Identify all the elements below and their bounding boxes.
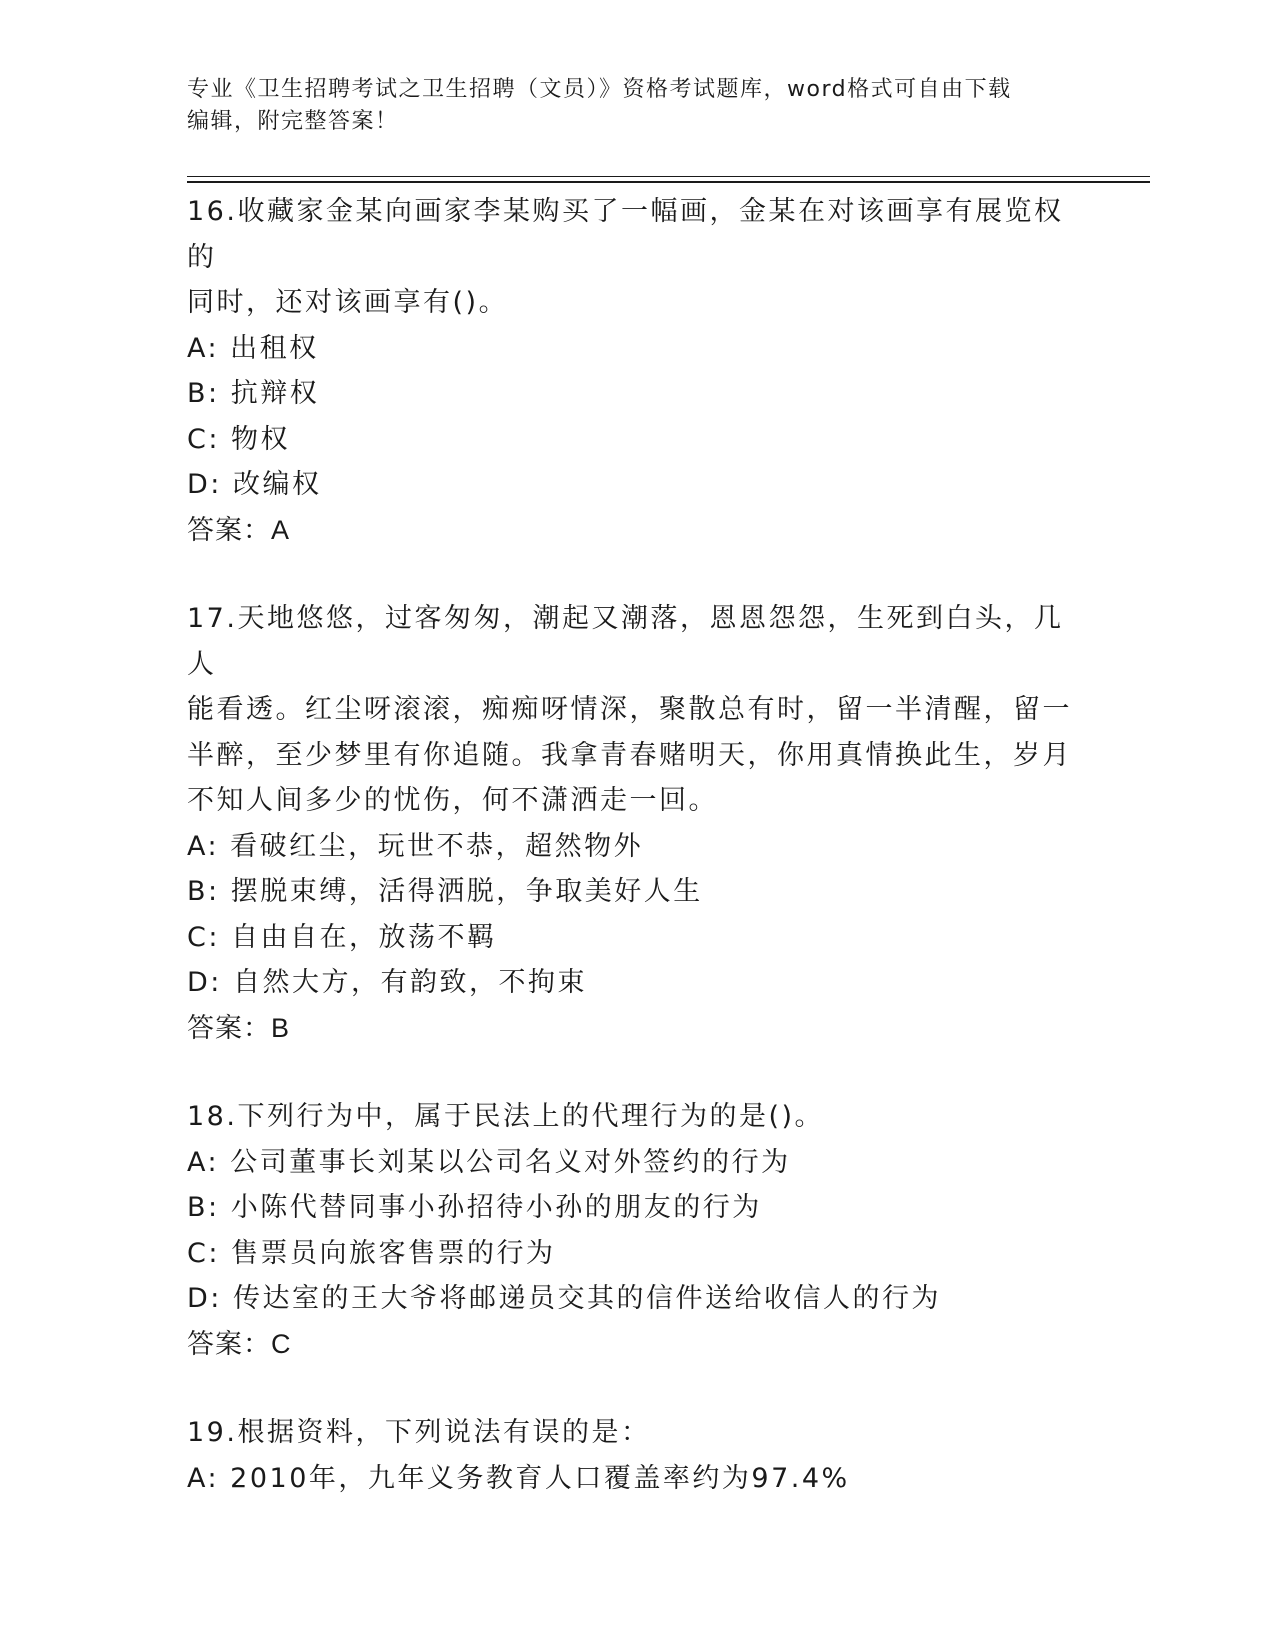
option-b: B: 抗辩权	[187, 378, 320, 409]
question-stem-line: 17.天地悠悠，过客匆匆，潮起又潮落，恩恩怨怨，生死到白头，几人	[187, 603, 1064, 680]
question-stem-line: 16.收藏家金某向画家李某购买了一幅画，金某在对该画享有展览权的	[187, 196, 1064, 273]
question-stem-line: 18.下列行为中，属于民法上的代理行为的是()。	[187, 1101, 825, 1132]
option-a: A: 公司董事长刘某以公司名义对外签约的行为	[187, 1146, 791, 1178]
answer-line: 答案：C	[187, 1328, 292, 1359]
option-a: A: 出租权	[187, 332, 319, 364]
answer-line: 答案：A	[187, 514, 291, 545]
question-16	[187, 189, 1087, 553]
option-c: C: 售票员向旅客售票的行为	[187, 1237, 556, 1269]
option-b: B: 摆脱束缚，活得洒脱，争取美好人生	[187, 876, 703, 907]
document-header	[187, 74, 1087, 138]
header-line-1: 专业《卫生招聘考试之卫生招聘（文员）》资格考试题库，word格式可自由下载	[187, 77, 1012, 102]
answer-line: 答案：B	[187, 1012, 291, 1043]
question-19	[187, 1410, 1087, 1501]
header-line-2: 编辑，附完整答案！	[187, 109, 399, 134]
question-18	[187, 1094, 1087, 1367]
option-c: C: 自由自在，放荡不羁	[187, 921, 497, 953]
question-stem-line: 19.根据资料，下列说法有误的是：	[187, 1417, 651, 1448]
question-stem-line: 不知人间多少的忧伤，何不潇洒走一回。	[187, 785, 718, 816]
question-spacer	[187, 1367, 1087, 1410]
header-divider-thin	[187, 176, 1150, 177]
question-17	[187, 596, 1087, 1051]
question-stem-line: 能看透。红尘呀滚滚，痴痴呀情深，聚散总有时，留一半清醒，留一	[187, 694, 1072, 725]
option-c: C: 物权	[187, 423, 291, 455]
option-b: B: 小陈代替同事小孙招待小孙的朋友的行为	[187, 1192, 762, 1223]
question-spacer	[187, 553, 1087, 596]
question-list	[187, 189, 1087, 1501]
question-stem-line: 半醉，至少梦里有你追随。我拿青春赌明天，你用真情换此生，岁月	[187, 739, 1072, 771]
option-d: D: 传达室的王大爷将邮递员交其的信件送给收信人的行为	[187, 1283, 941, 1314]
question-spacer	[187, 1051, 1087, 1094]
option-d: D: 改编权	[187, 469, 322, 500]
option-d: D: 自然大方，有韵致，不拘束	[187, 967, 587, 998]
option-a: A: 看破红尘，玩世不恭，超然物外	[187, 830, 644, 862]
question-stem-line: 同时，还对该画享有()。	[187, 287, 509, 318]
header-divider-thick	[187, 181, 1150, 183]
option-a: A: 2010年，九年义务教育人口覆盖率约为97.4%	[187, 1462, 850, 1494]
